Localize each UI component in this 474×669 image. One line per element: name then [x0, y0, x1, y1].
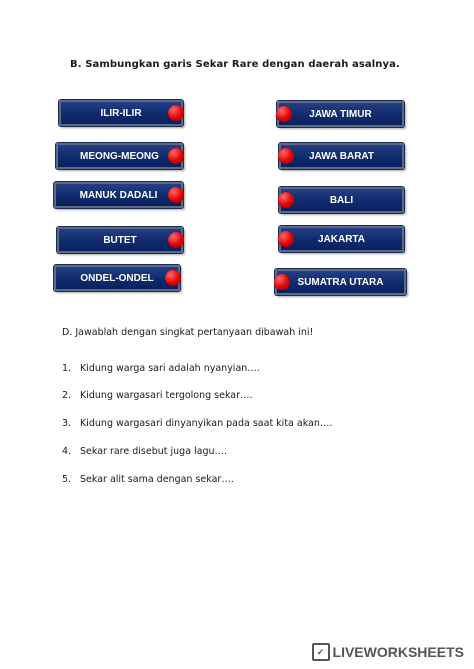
- connector-dot[interactable]: [274, 274, 290, 290]
- right-item-jawa-barat[interactable]: [279, 143, 404, 169]
- connector-dot[interactable]: [168, 105, 184, 121]
- left-item-label: BUTET: [103, 234, 137, 246]
- connector-dot[interactable]: [278, 192, 294, 208]
- connector-dot[interactable]: [278, 231, 294, 247]
- brand-name: LIVEWORKSHEETS: [332, 644, 464, 660]
- question-number: 1.: [62, 363, 72, 374]
- left-item-label: MANUK DADALI: [79, 189, 158, 201]
- left-item-butet[interactable]: [57, 227, 183, 253]
- liveworksheets-brand[interactable]: [312, 643, 464, 661]
- question-number: 3.: [62, 418, 72, 429]
- left-item-manuk-dadali[interactable]: [54, 182, 183, 208]
- question-item: [62, 418, 332, 429]
- question-item: [62, 363, 260, 374]
- question-item: [62, 474, 234, 485]
- question-number: 5.: [62, 474, 72, 485]
- question-text: Kidung wargasari dinyanyikan pada saat kita akan….: [80, 418, 333, 429]
- question-item: [62, 390, 253, 401]
- question-text: Kidung wargasari tergolong sekar….: [80, 390, 253, 401]
- connector-dot[interactable]: [278, 148, 294, 164]
- question-text: Kidung warga sari adalah nyanyian….: [80, 363, 260, 374]
- right-item-jakarta[interactable]: [279, 226, 404, 252]
- connector-dot[interactable]: [168, 148, 184, 164]
- right-item-sumatra-utara[interactable]: [275, 269, 406, 295]
- right-item-jawa-timur[interactable]: [277, 101, 404, 127]
- connector-dot[interactable]: [165, 270, 181, 286]
- question-number: 4.: [62, 446, 72, 457]
- right-item-label: BALI: [329, 194, 354, 206]
- right-item-label: JAWA TIMUR: [309, 108, 372, 120]
- question-item: [62, 446, 227, 457]
- connector-dot[interactable]: [168, 187, 184, 203]
- right-item-label: JAWA BARAT: [309, 150, 374, 162]
- left-item-ondel-ondel[interactable]: [54, 265, 180, 291]
- left-item-label: ONDEL-ONDEL: [80, 272, 154, 284]
- section-d-heading: D. Jawablah dengan singkat pertanyaan dibawah ini!: [62, 327, 314, 338]
- right-item-label: SUMATRA UTARA: [297, 276, 384, 288]
- section-b-heading: B. Sambungkan garis Sekar Rare dengan daerah asalnya.: [70, 59, 400, 70]
- left-item-label: MEONG-MEONG: [80, 150, 159, 162]
- right-item-bali[interactable]: [279, 187, 404, 213]
- right-item-label: JAKARTA: [317, 233, 366, 245]
- question-number: 2.: [62, 390, 72, 401]
- connector-dot[interactable]: [276, 106, 292, 122]
- left-item-label: ILIR-ILIR: [100, 107, 142, 119]
- checkmark-logo-icon: ✓: [312, 643, 330, 661]
- connector-dot[interactable]: [168, 232, 184, 248]
- left-item-meong-meong[interactable]: [56, 143, 183, 169]
- question-text: Sekar alit sama dengan sekar….: [80, 474, 234, 485]
- question-text: Sekar rare disebut juga lagu….: [80, 446, 228, 457]
- left-item-ilir-ilir[interactable]: [59, 100, 183, 126]
